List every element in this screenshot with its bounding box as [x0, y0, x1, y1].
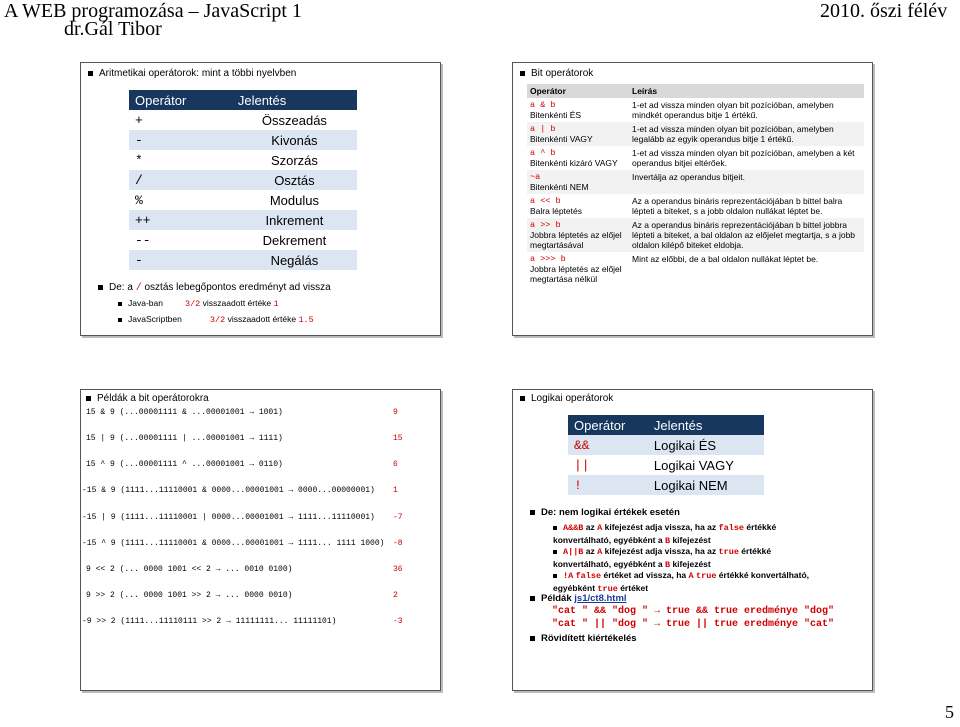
table-row [527, 122, 864, 146]
op-name: Bitenkénti NEM [530, 182, 589, 192]
col-op: Operátor [574, 417, 626, 433]
examples-link[interactable]: js1/ct8.html [574, 593, 627, 604]
op-code: a & b [530, 100, 556, 110]
op-cell: + [135, 112, 143, 128]
table-row [568, 435, 764, 455]
example-expr: 9 >> 2 (... 0000 1001 >> 2 → ... 0000 0010) [86, 591, 293, 600]
table-row [129, 210, 357, 230]
meaning-cell: Logikai NEM [653, 477, 728, 493]
meaning-cell: Negálás [270, 252, 319, 268]
example-result: 9 [393, 408, 398, 417]
op-name: Jobbra léptetés az előjel megtartásával [530, 230, 622, 250]
arith-table-header [129, 90, 357, 110]
meaning-cell: Dekrement [262, 232, 327, 248]
op-code: a >> b [530, 220, 561, 230]
col-meaning: Jelentés [237, 92, 287, 108]
page-number: 5 [945, 702, 954, 722]
example-result: 2 [393, 591, 398, 600]
op-code: a | b [530, 124, 556, 134]
example-expr: -15 ^ 9 (1111...11110001 & 0000...00001001 → 1111... 1111 1000) [82, 539, 385, 548]
op-name: Bitenkénti VAGY [530, 134, 593, 144]
table-row [568, 475, 764, 495]
table-row [568, 455, 764, 475]
op-code: a << b [530, 196, 561, 206]
slide4-examples: Példák js1/ct8.html [530, 593, 627, 604]
op-cell: && [574, 437, 590, 453]
slide4-footer: Rövidített kiértékelés [530, 633, 637, 644]
table-row [129, 230, 357, 250]
table-row [129, 250, 357, 270]
slide4-sub1: A&&B az A kifejezést adja vissza, ha az false értékké konvertálható, egyébként a B kifejezést [553, 522, 777, 546]
meaning-cell: Osztás [274, 172, 315, 188]
header-semester: 2010. őszi félév [820, 0, 948, 22]
slide1-sub2: JavaScriptben 3/2 visszaadott értéke 1.5 [118, 314, 314, 325]
slide4-note: De: nem logikai értékek esetén [530, 507, 680, 518]
op-cell: % [135, 192, 143, 208]
example-code-1: "cat " && "dog " → true && true eredménye "dog" [552, 606, 835, 617]
logic-table-header [568, 415, 764, 435]
meaning-cell: Logikai ÉS [653, 437, 717, 453]
bit-table-header [527, 84, 864, 98]
col-op: Operátor [135, 92, 187, 108]
header-author: dr.Gál Tibor [64, 18, 162, 40]
op-name: Bitenkénti ÉS [530, 110, 582, 120]
meaning-cell: Logikai VAGY [653, 457, 734, 473]
op-code: ~a [530, 172, 541, 182]
col-meaning: Jelentés [653, 417, 703, 433]
meaning-cell: Szorzás [270, 152, 318, 168]
table-row [129, 130, 357, 150]
example-result: 6 [393, 460, 398, 469]
op-cell: || [574, 457, 590, 473]
table-row [527, 218, 864, 252]
table-row [527, 170, 864, 194]
op-cell: ! [574, 477, 582, 493]
bit-table [527, 84, 864, 286]
slide3-heading: Példák a bit operátorokra [86, 393, 209, 404]
op-desc: Az a operandus bináris reprezentációjában b bittel jobbra lépteti a biteket, a bal oldalon az előjelet megtartja, s a jobb oldalon kilépő biteket eldobja. [632, 220, 856, 250]
table-row [129, 150, 357, 170]
example-code-2: "cat " || "dog " → true || true eredménye "cat" [552, 619, 835, 630]
op-cell: - [135, 132, 143, 148]
slide1-note: De: a / osztás lebegőpontos eredményt ad vissza [98, 282, 331, 294]
slide1-heading: Aritmetikai operátorok: mint a többi nyelvben [88, 68, 296, 79]
slide4-heading: Logikai operátorok [520, 393, 613, 404]
op-name: Balra léptetés [530, 206, 582, 216]
header-title: A WEB programozása – JavaScript 1 [4, 0, 302, 22]
example-result: -7 [393, 513, 403, 522]
meaning-cell: Összeadás [261, 112, 327, 128]
op-desc: Az a operandus bináris reprezentációjában b bittel balra lépteti a biteket, s a jobb oldalon nullákat léptet be. [632, 196, 843, 216]
example-result: 1 [393, 486, 398, 495]
op-name: Jobbra léptetés az előjel megtartása nélkül [530, 264, 622, 284]
col-desc: Leírás [629, 84, 864, 98]
table-row [129, 190, 357, 210]
meaning-cell: Modulus [269, 192, 319, 208]
meaning-cell: Inkrement [265, 212, 324, 228]
table-row [129, 170, 357, 190]
example-expr: -15 & 9 (1111...11110001 & 0000...00001001 → 0000...00000001) [82, 486, 375, 495]
op-cell: * [135, 152, 143, 168]
example-result: -8 [393, 539, 403, 548]
op-desc: Invertálja az operandus bitjeit. [632, 172, 745, 182]
op-name: Bitenkénti kizáró VAGY [530, 158, 618, 168]
example-expr: 15 | 9 (...00001111 | ...00001001 → 1111) [86, 434, 283, 443]
example-expr: -9 >> 2 (1111...11110111 >> 2 → 11111111... 11111101) [82, 617, 337, 626]
table-row [527, 194, 864, 218]
op-cell: -- [135, 232, 151, 248]
table-row [527, 252, 864, 286]
op-code: a >>> b [530, 254, 566, 264]
example-expr: 9 << 2 (... 0000 1001 << 2 → ... 0010 0100) [86, 565, 293, 574]
table-row [527, 98, 864, 122]
table-row [527, 146, 864, 170]
op-desc: 1-et ad vissza minden olyan bit pozícióban, amelyben a két operandus bitjei eltérőek. [632, 148, 855, 168]
slide4-sub3: !A false értéket ad vissza, ha A true értékké konvertálható, egyébként true értéket [553, 570, 810, 594]
col-op: Operátor [527, 84, 629, 98]
example-expr: 15 & 9 (...00001111 & ...00001001 → 1001) [86, 408, 283, 417]
op-desc: Mint az előbbi, de a bal oldalon nullákat léptet be. [632, 254, 819, 264]
op-desc: 1-et ad vissza minden olyan bit pozícióban, amelyben mindkét operandus bitje 1 értékű. [632, 100, 834, 120]
op-desc: 1-et ad vissza minden olyan bit pozícióban, amelyben legalább az egyik operandus bitje 1 értékű. [632, 124, 834, 144]
example-expr: 15 ^ 9 (...00001111 ^ ...00001001 → 0110) [86, 460, 283, 469]
meaning-cell: Kivonás [271, 132, 318, 148]
slide4-sub2: A||B az A kifejezést adja vissza, ha az true értékké konvertálható, egyébként a B kifejezést [553, 546, 772, 570]
op-cell: / [135, 172, 143, 188]
example-result: 15 [393, 434, 403, 443]
slide1-sub1: Java-ban 3/2 visszaadott értéke 1 [118, 298, 279, 309]
arith-table [129, 90, 357, 270]
table-row [129, 110, 357, 130]
op-code: a ^ b [530, 148, 556, 158]
logic-table [568, 415, 764, 495]
example-result: 36 [393, 565, 403, 574]
slide2-heading: Bit operátorok [520, 68, 593, 79]
op-cell: ++ [135, 212, 151, 228]
example-result: -3 [393, 617, 403, 626]
op-cell: - [135, 252, 143, 268]
example-expr: -15 | 9 (1111...11110001 | 0000...00001001 → 1111...11110001) [82, 513, 375, 522]
